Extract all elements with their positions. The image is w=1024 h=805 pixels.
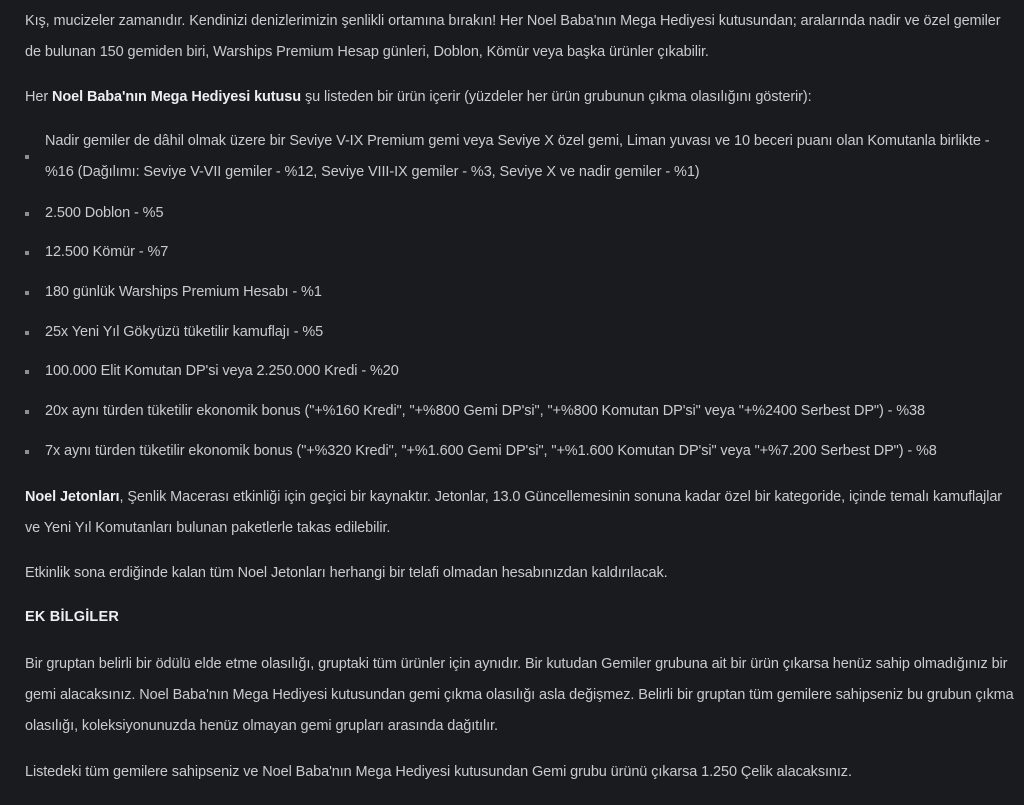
list-item bbox=[25, 436, 1015, 467]
list-item bbox=[25, 356, 1015, 387]
lead-suffix: şu listeden bir ürün içerir (yüzdeler her ürün grubunun çıkma olasılığını gösterir): bbox=[301, 89, 812, 105]
tokens-text: , Şenlik Macerası etkinliği için geçici bir kaynaktır. Jetonlar, 13.0 Güncellemesinin sonuna kadar özel bir kategoride, içinde temalı kamuflajlar ve Yeni Yıl Komutanları bulunan paketlerle takas edilebilir. bbox=[25, 489, 1003, 536]
list-item-text: 20x aynı türden tüketilir ekonomik bonus ("+%160 Kredi", "+%800 Gemi DP'si", "+%800 Komutan DP'si" veya "+%2400 Serbest DP") - %38 bbox=[45, 403, 925, 419]
list-item-text: 12.500 Kömür - %7 bbox=[45, 244, 169, 260]
bullet-icon bbox=[25, 155, 29, 159]
list-item bbox=[25, 237, 1015, 268]
list-item bbox=[25, 198, 1015, 229]
bullet-icon bbox=[25, 251, 29, 255]
tokens-paragraph bbox=[25, 482, 1015, 544]
box-contents-intro bbox=[25, 82, 1015, 113]
list-item-text: 180 günlük Warships Premium Hesabı - %1 bbox=[45, 284, 322, 300]
steel-note: Listedeki tüm gemilere sahipseniz ve Noel Baba'nın Mega Hediyesi kutusundan Gemi grubu ürünü çıkarsa 1.250 Çelik alacaksınız. bbox=[25, 764, 852, 780]
list-item bbox=[25, 317, 1015, 348]
list-item-text: 2.500 Doblon - %5 bbox=[45, 205, 164, 221]
list-item bbox=[25, 396, 1015, 427]
bullet-icon bbox=[25, 410, 29, 414]
box-name: Noel Baba'nın Mega Hediyesi kutusu bbox=[52, 89, 302, 105]
bullet-icon bbox=[25, 291, 29, 295]
list-item-text: 100.000 Elit Komutan DP'si veya 2.250.000 Kredi - %20 bbox=[45, 363, 399, 379]
list-item-text: 25x Yeni Yıl Gökyüzü tüketilir kamuflajı - %5 bbox=[45, 324, 324, 340]
tokens-term: Noel Jetonları bbox=[25, 489, 120, 505]
list-item-text: Nadir gemiler de dâhil olmak üzere bir Seviye V-IX Premium gemi veya Seviye X özel gemi, Liman yuvası ve 10 beceri puanı olan Komutanla birlikte - %16 (Dağılımı: Seviye V-VII gemiler - %12, Seviye VIII-IX gemiler - %3, Seviye X ve nadir gemiler - %1) bbox=[45, 133, 990, 180]
section-heading: EK BİLGİLER bbox=[25, 609, 120, 625]
intro-paragraph: Kış, mucizeler zamanıdır. Kendinizi denizlerimizin şenlikli ortamına bırakın! Her Noel Baba'nın Mega Hediyesi kutusundan; aralarında nadir ve özel gemiler de bulunan 150 gemiden biri, Warships Premium Hesap günleri, Doblon, Kömür veya başka ürünler çıkabilir. bbox=[25, 13, 1001, 60]
bullet-icon bbox=[25, 331, 29, 335]
list-item-text: 7x aynı türden tüketilir ekonomik bonus ("+%320 Kredi", "+%1.600 Gemi DP'si", "+%1.600 Komutan DP'si" veya "+%7.200 Serbest DP") - %8 bbox=[45, 443, 937, 459]
lead-prefix: Her bbox=[25, 89, 52, 105]
list-item bbox=[25, 126, 1015, 188]
bullet-icon bbox=[25, 450, 29, 454]
event-end-note: Etkinlik sona erdiğinde kalan tüm Noel Jetonları herhangi bir telafi olmadan hesabınızdan kaldırılacak. bbox=[25, 565, 668, 581]
odds-paragraph: Bir gruptan belirli bir ödülü elde etme olasılığı, gruptaki tüm ürünler için aynıdır. Bir kutudan Gemiler grubuna ait bir ürün çıkarsa henüz sahip olmadığınız bir gemi alacaksınız. Noel Baba'nın Mega Hediyesi kutusundan gemi çıkma olasılığı asla değişmez. Belirli bir gruptan tüm gemilere sahipseniz bu grubun çıkma olasılığı, koleksiyonunuzda henüz olmayan gemi grupları arasında dağıtılır. bbox=[25, 656, 1014, 734]
bullet-icon bbox=[25, 212, 29, 216]
list-item bbox=[25, 277, 1015, 308]
bullet-icon bbox=[25, 370, 29, 374]
